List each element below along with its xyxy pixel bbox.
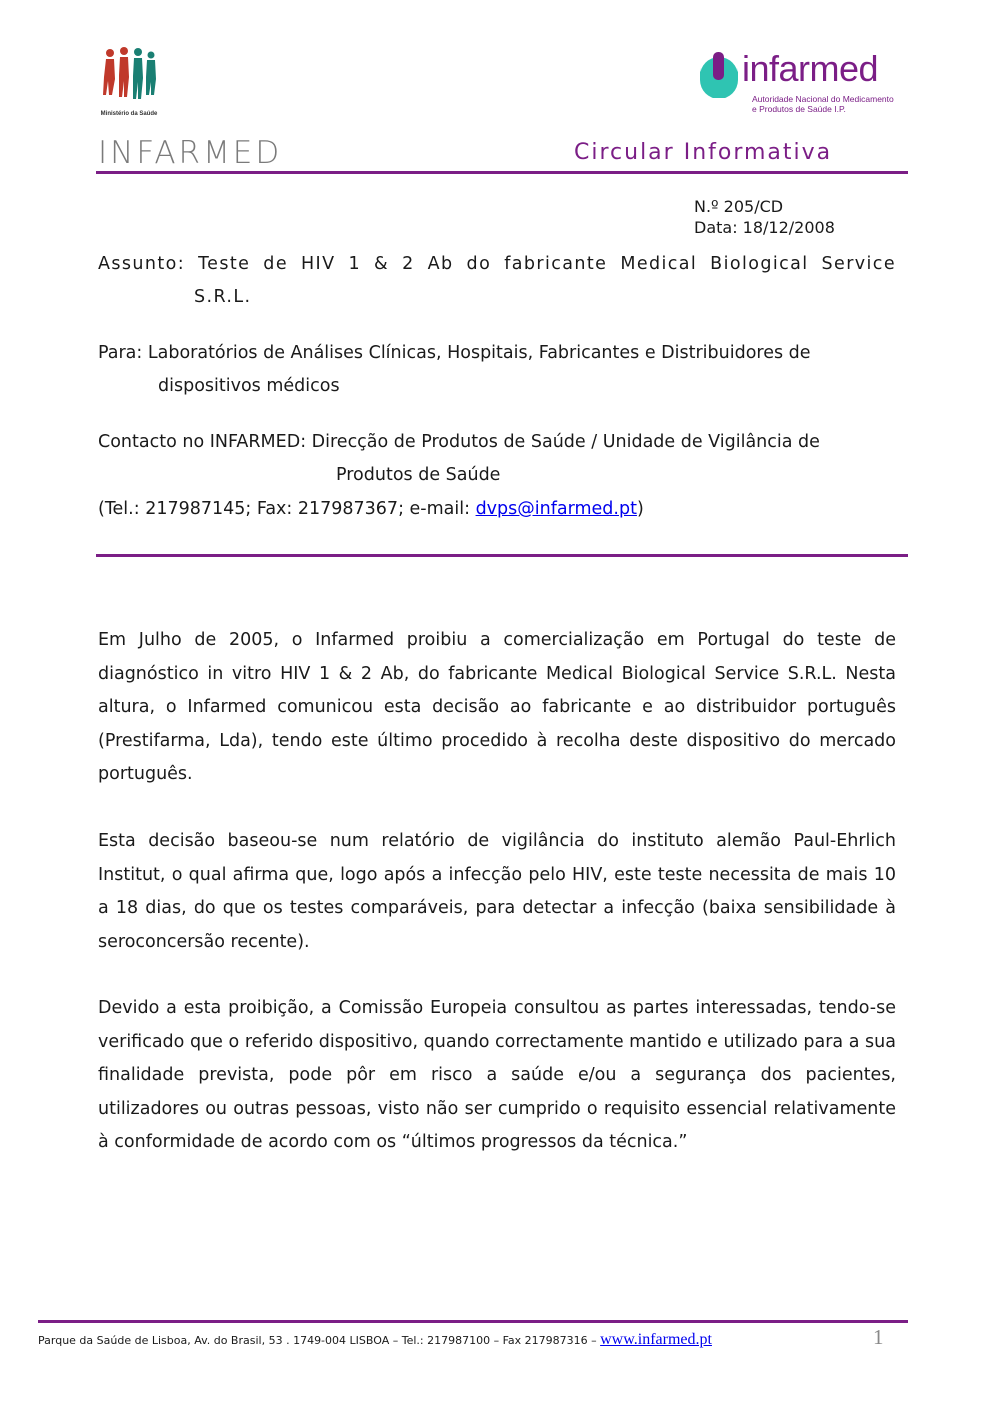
ministry-caption: Ministério da Saúde — [100, 111, 158, 117]
contact-details-close: ) — [636, 499, 644, 519]
footer-address — [38, 1331, 712, 1349]
recipients-line2: dispositivos médicos — [158, 376, 340, 396]
footer-address-text: Parque da Saúde de Lisboa, Av. do Brasil, 53 . 1749-004 LISBOA – Tel.: 217987100 – Fax 217987316 – — [38, 1334, 601, 1347]
recipients-line1: Para: Laboratórios de Análises Clínicas, Hospitais, Fabricantes e Distribuidores de — [98, 343, 811, 363]
body-paragraph-3: Devido a esta proibição, a Comissão Europeia consultou as partes interessadas, tendo-se verificado que o referido dispositivo, quando correctamente mantido e utilizado para a sua finalidade prevista, pode pôr em risco a saúde e/ou a segurança dos pacientes, utilizadores ou outras pessoas, visto não ser cumprido o requisito essencial relativamente à conformidade de acordo com os “últimos progressos da técnica.” — [98, 998, 896, 1152]
contact-line2: Produtos de Saúde — [336, 465, 501, 485]
subject-line2: S.R.L. — [194, 287, 252, 307]
document-type: Circular Informativa — [574, 140, 833, 165]
subject-line1: Assunto: Teste de HIV 1 & 2 Ab do fabricante Medical Biological Service — [98, 254, 896, 274]
recipients-field — [98, 337, 896, 403]
infarmed-subtitle-line1: Autoridade Nacional do Medicamento — [752, 94, 894, 104]
contact-email-link[interactable]: dvps@infarmed.pt — [475, 499, 637, 519]
contact-details — [98, 493, 896, 526]
infarmed-subtitle-line2: e Produtos de Saúde I.P. — [752, 104, 846, 114]
contact-field — [98, 426, 896, 492]
body-paragraph-2: Esta decisão baseou-se num relatório de vigilância do instituto alemão Paul-Ehrlich Institut, o qual afirma que, logo após a infecção pelo HIV, este teste necessita de mais 10 a 18 dias, do que os testes comparáveis, para detectar a infecção (baixa sensibilidade à seroconcersão recente). — [98, 831, 896, 952]
circular-number: N.º 205/CD — [694, 197, 784, 216]
infarmed-logo-subtitle — [752, 94, 894, 114]
body-paragraph-1: Em Julho de 2005, o Infarmed proibiu a comercialização em Portugal do teste de diagnóstico in vitro HIV 1 & 2 Ab, do fabricante Medical Biological Service S.R.L. Nesta altura, o Infarmed comunicou esta decisão ao fabricante e ao distribuidor português (Prestifarma, Lda), tendo este último procedido à recolha deste dispositivo do mercado português. — [98, 630, 896, 784]
infarmed-mark-icon — [696, 50, 742, 98]
footer-website-link[interactable]: www.infarmed.pt — [600, 1331, 712, 1348]
page-title: INFARMED — [98, 135, 283, 171]
contact-phone-fax: (Tel.: 217987145; Fax: 217987367; e-mail: — [98, 499, 476, 519]
infarmed-logo — [696, 50, 896, 120]
section-divider — [96, 554, 908, 557]
document-meta — [694, 196, 835, 238]
contact-line1: Contacto no INFARMED: Direcção de Produtos de Saúde / Unidade de Vigilância de — [98, 432, 820, 452]
ministry-of-health-logo — [100, 45, 160, 120]
footer-divider — [38, 1320, 908, 1323]
circular-date: Data: 18/12/2008 — [694, 218, 835, 237]
infarmed-logo-word: infarmed — [742, 48, 879, 89]
header-divider — [96, 171, 908, 174]
page-number: 1 — [873, 1325, 884, 1349]
ministry-figures-icon — [100, 45, 160, 111]
subject-field — [98, 248, 896, 314]
